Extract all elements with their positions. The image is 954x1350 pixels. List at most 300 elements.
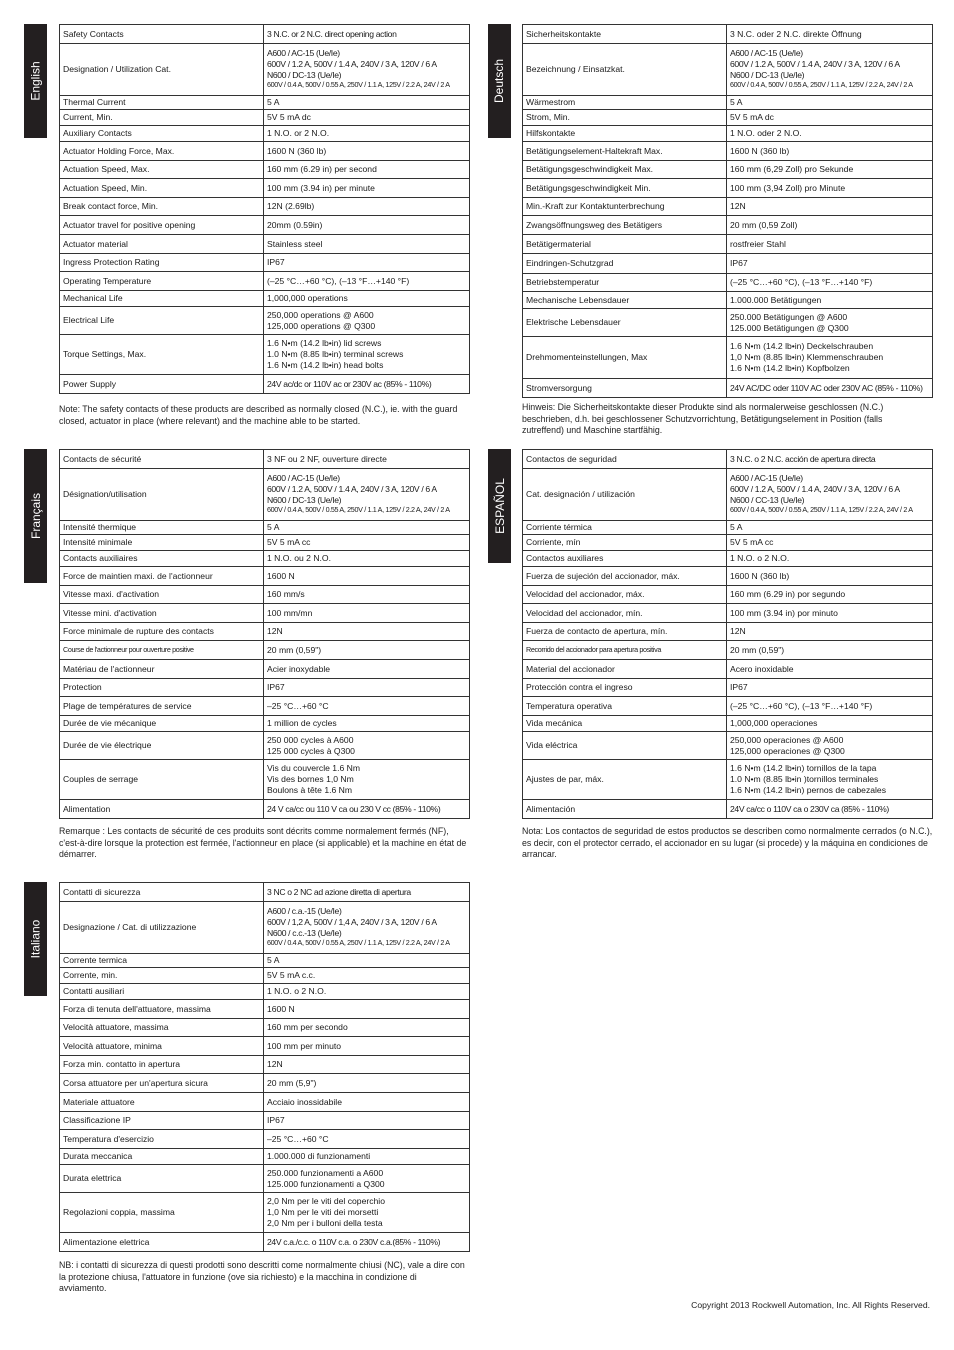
- language-label: Français: [28, 492, 43, 540]
- spec-value-line: N600 / DC-13 (Ue/Ie): [267, 69, 342, 80]
- table-row: [60, 954, 470, 968]
- spec-label: Corriente térmica: [523, 521, 727, 535]
- spec-value-line: 20 mm (0,59"): [730, 644, 785, 655]
- table-row: [60, 1056, 470, 1074]
- table-row: [523, 235, 933, 254]
- spec-value: [264, 96, 470, 110]
- table-row: [60, 25, 470, 44]
- table-row: [60, 800, 470, 819]
- spec-label: Temperatura d'esercizio: [60, 1130, 264, 1149]
- spec-value-line: 20 mm (0,59 Zoll): [730, 219, 798, 230]
- spec-value: [727, 450, 933, 469]
- spec-value-line: IP67: [267, 257, 285, 268]
- spec-label: Corsa attuatore per un'apertura sicura: [60, 1074, 264, 1093]
- spec-value: [264, 161, 470, 179]
- table-row: [523, 732, 933, 760]
- table-row: [60, 142, 470, 161]
- spec-value: [264, 235, 470, 254]
- spec-label: Contatti di sicurezza: [60, 883, 264, 902]
- spec-value-line: N600 / DC-13 (Ue/Ie): [267, 494, 342, 505]
- spec-value-line: 250.000 funzionamenti a A600: [267, 1167, 384, 1178]
- spec-value-line: 1,000,000 operations: [267, 293, 348, 304]
- spec-label: Plage de températures de service: [60, 697, 264, 716]
- spec-label: Couples de serrage: [60, 760, 264, 800]
- spec-value-line: 24V AC/DC oder 110V AC oder 230V AC (85% - 110%): [730, 382, 923, 393]
- spec-value: [727, 274, 933, 292]
- spec-label: Regolazioni coppia, massima: [60, 1193, 264, 1233]
- spec-label: Material del accionador: [523, 660, 727, 679]
- spec-label: Course de l'actionneur pour ouverture positive: [60, 641, 264, 660]
- table-row: [60, 1037, 470, 1056]
- table-row: [60, 254, 470, 272]
- spec-value: [264, 126, 470, 142]
- spec-value-line: 100 mm/mn: [267, 607, 313, 618]
- spec-label: Corriente, mín: [523, 535, 727, 551]
- spec-value-line: 250,000 operaciones @ A600: [730, 734, 844, 745]
- spec-label: Mechanische Lebensdauer: [523, 292, 727, 309]
- spec-value: [727, 96, 933, 110]
- spec-value: [264, 1037, 470, 1056]
- spec-value-line: (–25 °C…+60 °C), (–13 °F…+140 °F): [730, 277, 873, 288]
- spec-value: [727, 760, 933, 800]
- table-row: [523, 25, 933, 44]
- spec-value-line: A600 / AC-15 (Ue/Ie): [267, 47, 340, 58]
- spec-label: Betriebstemperatur: [523, 274, 727, 292]
- spec-label: Durata elettrica: [60, 1165, 264, 1193]
- table-row: [60, 161, 470, 179]
- spec-value-line: A600 / AC-15 (Ue/Ie): [730, 47, 803, 58]
- spec-value-line: 1600 N (360 lb): [730, 145, 790, 156]
- table-row: [523, 469, 933, 521]
- spec-label: Hilfskontakte: [523, 126, 727, 142]
- spec-value: [727, 216, 933, 235]
- table-row: [523, 337, 933, 379]
- spec-value-line: A600 / AC-15 (Ue/Ie): [730, 472, 803, 483]
- spec-value-line: 5V 5 mA dc: [730, 112, 774, 123]
- table-row: [60, 660, 470, 679]
- spec-value-line: –25 °C…+60 °C: [267, 700, 329, 711]
- table-row: [523, 161, 933, 179]
- spec-value: [264, 551, 470, 567]
- spec-value-line: 3 NC o 2 NC ad azione diretta di apertura: [267, 886, 411, 897]
- language-label: Deutsch: [492, 58, 507, 104]
- spec-label: Velocidad del accionador, mín.: [523, 604, 727, 623]
- table-row: [523, 623, 933, 641]
- table-row: [523, 44, 933, 96]
- table-row: [60, 375, 470, 394]
- spec-value-line: 1600 N (360 lb): [730, 570, 790, 581]
- spec-label: Auxiliary Contacts: [60, 126, 264, 142]
- spec-label: Force de maintien maxi. de l'actionneur: [60, 567, 264, 586]
- spec-value-line: 1 million de cycles: [267, 718, 337, 729]
- table-row: [60, 679, 470, 697]
- spec-value: [264, 254, 470, 272]
- spec-value: [264, 604, 470, 623]
- table-row: [60, 216, 470, 235]
- spec-value: [264, 1130, 470, 1149]
- spec-value-line: 1,0 Nm per le viti dei morsetti: [267, 1207, 379, 1218]
- spec-value: [264, 1149, 470, 1165]
- language-label: ESPAÑOL: [492, 478, 507, 534]
- spec-value-line: 1.0 N•m (8.85 lb•in) terminal screws: [267, 349, 404, 360]
- spec-value-line: 5 A: [267, 97, 280, 108]
- spec-label: Contactos de seguridad: [523, 450, 727, 469]
- section-note-it: NB: i contatti di sicurezza di questi prodotti sono descritti come normalmente chiusi (NC), vale a dire con la protezione chiusa, l'attuatore in funzione (ove sia richiesto) e la macchina in condizione di avviamento.: [59, 1260, 465, 1293]
- table-row: [60, 697, 470, 716]
- spec-value-line: 100 mm (3,94 Zoll) pro Minute: [730, 182, 846, 193]
- spec-value-line: 5 A: [730, 522, 743, 533]
- spec-value-line: 2,0 Nm per le viti del coperchio: [267, 1196, 385, 1207]
- spec-value: [264, 716, 470, 732]
- spec-value-line: Boulons à tête 1.6 Nm: [267, 784, 353, 795]
- spec-label: Contactos auxiliares: [523, 551, 727, 567]
- spec-label: Designazione / Cat. di utilizzazione: [60, 902, 264, 954]
- spec-label: Drehmomenteinstellungen, Max: [523, 337, 727, 379]
- spec-value-line: 250 000 cycles à A600: [267, 734, 354, 745]
- spec-label: Break contact force, Min.: [60, 198, 264, 216]
- spec-label: Vida mecánica: [523, 716, 727, 732]
- table-row: [60, 110, 470, 126]
- table-row: [523, 96, 933, 110]
- spec-value-line: 3 N.C. or 2 N.C. direct opening action: [267, 28, 397, 39]
- spec-value: [264, 335, 470, 375]
- copyright-notice: Copyright 2013 Rockwell Automation, Inc. All Rights Reserved.: [691, 1300, 930, 1310]
- spec-label: Force minimale de rupture des contacts: [60, 623, 264, 641]
- spec-value-line: 5V 5 mA cc: [267, 537, 311, 548]
- table-row: [60, 1165, 470, 1193]
- spec-label: Actuation Speed, Min.: [60, 179, 264, 198]
- table-row: [60, 198, 470, 216]
- spec-value: [264, 760, 470, 800]
- spec-value-line: 600V / 1.2 A, 500V / 1.4 A, 240V / 3 A, 120V / 6 A: [730, 483, 900, 494]
- spec-value-line: Acero inoxidable: [730, 663, 794, 674]
- spec-value: [727, 660, 933, 679]
- table-row: [523, 567, 933, 586]
- table-row: [60, 641, 470, 660]
- spec-label: Betätigermaterial: [523, 235, 727, 254]
- spec-value-line: 24 V ca/cc ou 110 V ca ou 230 V cc (85% - 110%): [267, 803, 441, 814]
- spec-value: [727, 469, 933, 521]
- spec-value: [727, 535, 933, 551]
- spec-value: [264, 1093, 470, 1112]
- table-row: [60, 586, 470, 604]
- spec-label: Corrente termica: [60, 954, 264, 968]
- table-row: [60, 1233, 470, 1252]
- table-row: [60, 291, 470, 307]
- spec-label: Operating Temperature: [60, 272, 264, 291]
- spec-value: [264, 1233, 470, 1252]
- spec-label: Thermal Current: [60, 96, 264, 110]
- table-row: [60, 179, 470, 198]
- spec-value-line: Acier inoxydable: [267, 663, 331, 674]
- spec-label: Current, Min.: [60, 110, 264, 126]
- spec-value: [264, 1056, 470, 1074]
- spec-value-line: IP67: [267, 682, 285, 693]
- spec-value-line: 160 mm per secondo: [267, 1022, 348, 1033]
- spec-value-line: 1 N.O. ou 2 N.O.: [267, 553, 331, 564]
- spec-value: [264, 968, 470, 984]
- table-row: [523, 254, 933, 274]
- table-row: [523, 586, 933, 604]
- spec-value-line: A600 / AC-15 (Ue/Ie): [267, 472, 340, 483]
- spec-value-line: 12N: [730, 626, 746, 637]
- language-tab-de: [488, 24, 511, 138]
- table-row: [60, 716, 470, 732]
- table-row: [523, 521, 933, 535]
- language-tab-en: [24, 24, 47, 138]
- spec-value: [264, 535, 470, 551]
- table-row: [60, 1019, 470, 1037]
- spec-value-line: 600V / 1.2 A, 500V / 1.4 A, 240V / 3 A, 120V / 6 A: [267, 58, 437, 69]
- table-row: [60, 469, 470, 521]
- spec-value: [727, 126, 933, 142]
- table-row: [523, 716, 933, 732]
- spec-value: [727, 235, 933, 254]
- spec-value: [727, 254, 933, 274]
- table-row: [60, 272, 470, 291]
- spec-label: Betätigungsgeschwindigkeit Min.: [523, 179, 727, 198]
- spec-value: [264, 450, 470, 469]
- spec-table-fr: [59, 449, 470, 819]
- spec-value-line: 5V 5 mA c.c.: [267, 970, 316, 981]
- table-row: [523, 800, 933, 819]
- spec-label: Actuator material: [60, 235, 264, 254]
- spec-label: Strom, Min.: [523, 110, 727, 126]
- spec-value: [264, 660, 470, 679]
- spec-value: [264, 307, 470, 335]
- table-row: [60, 1130, 470, 1149]
- spec-label: Forza di tenuta dell'attuatore, massima: [60, 1000, 264, 1019]
- spec-value-line: 1 N.O. o 2 N.O.: [730, 553, 790, 564]
- spec-value: [727, 800, 933, 819]
- table-row: [523, 379, 933, 398]
- table-row: [523, 179, 933, 198]
- spec-label: Vitesse mini. d'activation: [60, 604, 264, 623]
- spec-value-line: 20 mm (5,9"): [267, 1077, 317, 1088]
- spec-value-line: 600V / 1,2 A, 500V / 1,4 A, 240V / 3 A, 120V / 6 A: [267, 916, 437, 927]
- spec-value-line: Vis des bornes 1,0 Nm: [267, 774, 354, 785]
- spec-label: Classificazione IP: [60, 1112, 264, 1130]
- spec-value-line: 125,000 operations @ Q300: [267, 320, 376, 331]
- spec-value: [264, 1112, 470, 1130]
- table-row: [60, 235, 470, 254]
- spec-value-line: 5V 5 mA dc: [267, 112, 311, 123]
- spec-value: [727, 198, 933, 216]
- spec-value-line: rostfreier Stahl: [730, 238, 786, 249]
- spec-value-line: Vis du couvercle 1.6 Nm: [267, 763, 360, 774]
- spec-value-line: 5V 5 mA cc: [730, 537, 774, 548]
- table-row: [60, 551, 470, 567]
- table-row: [60, 902, 470, 954]
- spec-value-line: 600V / 0.4 A, 500V / 0.55 A, 250V / 1.1 A, 125V / 2.2 A, 24V / 2 A: [267, 938, 450, 948]
- spec-label: Fuerza de sujeción del accionador, máx.: [523, 567, 727, 586]
- spec-value-line: 600V / 0.4 A, 500V / 0.55 A, 250V / 1.1 A, 125V / 2.2 A, 24V / 2 A: [730, 80, 913, 90]
- spec-label: Bezeichnung / Einsatzkat.: [523, 44, 727, 96]
- table-row: [523, 274, 933, 292]
- spec-label: Velocidad del accionador, máx.: [523, 586, 727, 604]
- spec-value-line: IP67: [730, 258, 748, 269]
- spec-label: Contacts de sécurité: [60, 450, 264, 469]
- spec-value: [264, 679, 470, 697]
- table-row: [60, 126, 470, 142]
- spec-label: Durata meccanica: [60, 1149, 264, 1165]
- spec-label: Ingress Protection Rating: [60, 254, 264, 272]
- spec-value-line: 12N: [267, 626, 283, 637]
- spec-value: [264, 1193, 470, 1233]
- spec-value-line: 160 mm/s: [267, 589, 305, 600]
- spec-value: [727, 586, 933, 604]
- spec-value: [727, 309, 933, 337]
- spec-value-line: Acciaio inossidabile: [267, 1096, 342, 1107]
- spec-value-line: 250,000 operations @ A600: [267, 309, 374, 320]
- table-row: [523, 604, 933, 623]
- spec-value: [264, 883, 470, 902]
- spec-label: Cat. designación / utilización: [523, 469, 727, 521]
- spec-value-line: 160 mm (6,29 Zoll) pro Sekunde: [730, 164, 854, 175]
- spec-value: [727, 44, 933, 96]
- spec-value: [264, 521, 470, 535]
- spec-value-line: N600 / CC-13 (Ue/Ie): [730, 494, 805, 505]
- spec-value: [264, 954, 470, 968]
- spec-value: [264, 469, 470, 521]
- table-row: [60, 984, 470, 1000]
- spec-label: Min.-Kraft zur Kontaktunterbrechung: [523, 198, 727, 216]
- table-row: [523, 697, 933, 716]
- spec-label: Safety Contacts: [60, 25, 264, 44]
- spec-value: [727, 641, 933, 660]
- table-row: [523, 198, 933, 216]
- spec-value-line: 1600 N: [267, 570, 295, 581]
- spec-value-line: 600V / 0.4 A, 500V / 0.55 A, 250V / 1.1 A, 125V / 2.2 A, 24V / 2 A: [267, 80, 450, 90]
- spec-value: [727, 337, 933, 379]
- table-row: [60, 623, 470, 641]
- spec-value: [264, 110, 470, 126]
- spec-value-line: 1.000.000 Betätigungen: [730, 294, 822, 305]
- spec-value-line: 1600 N (360 lb): [267, 145, 327, 156]
- spec-value-line: 1600 N: [267, 1003, 295, 1014]
- spec-value: [727, 551, 933, 567]
- table-row: [60, 96, 470, 110]
- table-row: [60, 450, 470, 469]
- spec-value-line: Stainless steel: [267, 238, 323, 249]
- spec-label: Contatti ausiliari: [60, 984, 264, 1000]
- table-row: [523, 110, 933, 126]
- table-row: [523, 679, 933, 697]
- spec-label: Eindringen-Schutzgrad: [523, 254, 727, 274]
- spec-value: [264, 984, 470, 1000]
- spec-label: Power Supply: [60, 375, 264, 394]
- table-row: [523, 535, 933, 551]
- table-row: [60, 1074, 470, 1093]
- spec-label: Alimentazione elettrica: [60, 1233, 264, 1252]
- spec-label: Velocità attuatore, minima: [60, 1037, 264, 1056]
- spec-value: [264, 216, 470, 235]
- table-row: [60, 307, 470, 335]
- table-row: [60, 883, 470, 902]
- table-row: [523, 641, 933, 660]
- spec-value-line: 1 N.O. o 2 N.O.: [267, 986, 327, 997]
- spec-label: Ajustes de par, máx.: [523, 760, 727, 800]
- spec-value: [727, 161, 933, 179]
- spec-value-line: 5 A: [730, 97, 743, 108]
- spec-label: Alimentación: [523, 800, 727, 819]
- spec-value: [264, 44, 470, 96]
- spec-value-line: 5 A: [267, 955, 280, 966]
- table-row: [523, 292, 933, 309]
- spec-value: [727, 179, 933, 198]
- table-row: [60, 44, 470, 96]
- spec-label: Forza min. contatto in apertura: [60, 1056, 264, 1074]
- spec-value-line: 12N (2.69lb): [267, 201, 315, 212]
- spec-value-line: 1.0 N•m (8.85 lb•in )tornillos terminales: [730, 774, 879, 785]
- spec-value: [727, 604, 933, 623]
- spec-value-line: 12N: [730, 201, 746, 212]
- table-row: [60, 521, 470, 535]
- spec-label: Alimentation: [60, 800, 264, 819]
- spec-value-line: 3 NF ou 2 NF, ouverture directe: [267, 453, 387, 464]
- spec-value-line: 1.6 N•m (14.2 lb•in) head bolts: [267, 359, 384, 370]
- spec-value: [264, 697, 470, 716]
- table-row: [60, 1000, 470, 1019]
- table-row: [60, 567, 470, 586]
- spec-value-line: 100 mm (3.94 in) per minute: [267, 182, 375, 193]
- spec-label: Mechanical Life: [60, 291, 264, 307]
- spec-label: Protection: [60, 679, 264, 697]
- spec-value: [264, 272, 470, 291]
- spec-label: Zwangsöffnungsweg des Betätigers: [523, 216, 727, 235]
- spec-label: Sicherheitskontakte: [523, 25, 727, 44]
- table-row: [60, 968, 470, 984]
- table-row: [60, 732, 470, 760]
- spec-label: Betätigungsgeschwindigkeit Max.: [523, 161, 727, 179]
- spec-value-line: 160 mm (6.29 in) per second: [267, 164, 377, 175]
- spec-value-line: 1.6 N•m (14.2 lb•in) tornillos de la tapa: [730, 763, 877, 774]
- spec-label: Durée de vie mécanique: [60, 716, 264, 732]
- spec-label: Stromversorgung: [523, 379, 727, 398]
- spec-value-line: 12N: [267, 1059, 283, 1070]
- spec-label: Fuerza de contacto de apertura, mín.: [523, 623, 727, 641]
- spec-value-line: 3 N.C. o 2 N.C. acción de apertura directa: [730, 453, 876, 464]
- spec-label: Temperatura operativa: [523, 697, 727, 716]
- spec-label: Designation / Utilization Cat.: [60, 44, 264, 96]
- spec-label: Materiale attuatore: [60, 1093, 264, 1112]
- spec-value: [264, 800, 470, 819]
- table-row: [60, 1093, 470, 1112]
- spec-value-line: 1,0 N•m (8.85 lb•in) Klemmenschrauben: [730, 352, 884, 363]
- spec-value-line: N600 / c.c.-13 (Ue/Ie): [267, 927, 342, 938]
- spec-value: [727, 379, 933, 398]
- spec-label: Actuation Speed, Max.: [60, 161, 264, 179]
- spec-value-line: 250.000 Betätigungen @ A600: [730, 311, 848, 322]
- spec-label: Protección contra el ingreso: [523, 679, 727, 697]
- spec-value-line: 1 N.O. or 2 N.O.: [267, 128, 330, 139]
- table-row: [523, 309, 933, 337]
- spec-value: [727, 292, 933, 309]
- spec-value: [727, 732, 933, 760]
- spec-value-line: 1 N.O. oder 2 N.O.: [730, 128, 802, 139]
- spec-label: Actuator travel for positive opening: [60, 216, 264, 235]
- spec-value: [727, 697, 933, 716]
- spec-value: [727, 716, 933, 732]
- spec-value: [727, 25, 933, 44]
- spec-label: Velocità attuatore, massima: [60, 1019, 264, 1037]
- spec-label: Vida eléctrica: [523, 732, 727, 760]
- language-label: Italiano: [28, 919, 43, 959]
- section-note-en: Note: The safety contacts of these products are described as normally closed (N.C.), ie. with the guard closed, actuator in place (where relevant) and the machine able to be started.: [59, 404, 458, 426]
- spec-label: Vitesse maxi. d'activation: [60, 586, 264, 604]
- spec-value: [727, 110, 933, 126]
- spec-value-line: 600V / 0.4 A, 500V / 0.55 A, 250V / 1.1 A, 125V / 2.2 A, 24V / 2 A: [730, 505, 913, 515]
